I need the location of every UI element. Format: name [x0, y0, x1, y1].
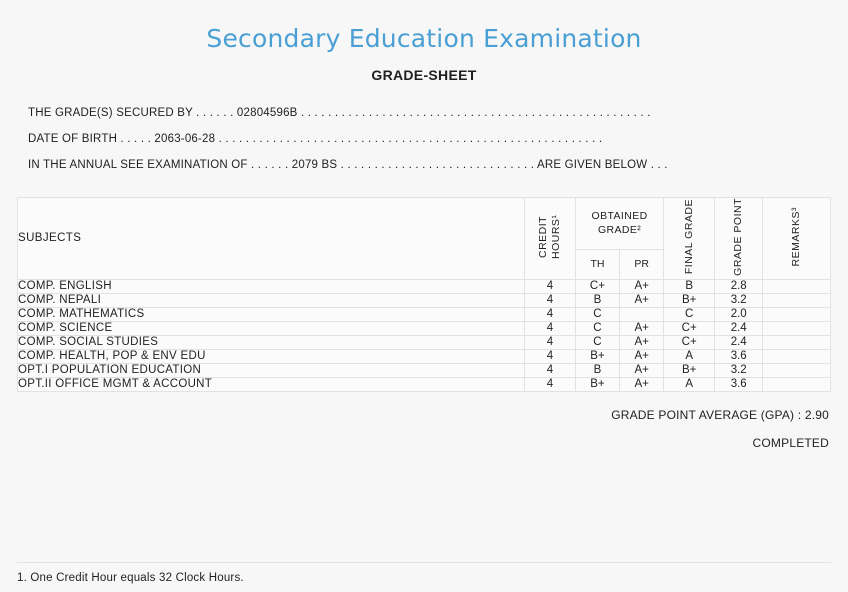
col-header-remarks: REMARKS³	[763, 197, 831, 279]
table-row	[18, 307, 831, 321]
cell-pr: A+	[620, 377, 664, 391]
cell-subject: COMP. HEALTH, POP & ENV EDU	[18, 349, 525, 363]
cell-credit: 4	[525, 377, 576, 391]
cell-grade-point: 3.6	[714, 349, 763, 363]
cell-pr: A+	[620, 321, 664, 335]
col-header-grade-point: GRADE POINT	[714, 197, 763, 279]
cell-final: A	[664, 377, 715, 391]
cell-credit: 4	[525, 321, 576, 335]
meta-line-exam-year: IN THE ANNUAL SEE EXAMINATION OF . . . . . . 2079 BS . . . . . . . . . . . . . . . . . . . . . . . . . . . . . ARE GIVEN BELOW . . .	[28, 158, 668, 171]
cell-th: C+	[575, 279, 619, 293]
cell-th: C	[575, 321, 619, 335]
cell-grade-point: 3.2	[714, 363, 763, 377]
status-badge: COMPLETED	[752, 435, 829, 450]
cell-grade-point: 3.6	[714, 377, 763, 391]
col-header-subjects: SUBJECTS	[18, 197, 525, 279]
cell-final: C+	[664, 321, 715, 335]
col-header-th: TH	[575, 249, 619, 279]
table-row	[18, 293, 831, 307]
cell-th: C	[575, 307, 619, 321]
cell-pr: A+	[620, 293, 664, 307]
cell-credit: 4	[525, 363, 576, 377]
table-row	[18, 349, 831, 363]
cell-final: B	[664, 279, 715, 293]
table-row	[18, 335, 831, 349]
page-subtitle: GRADE-SHEET	[371, 67, 477, 83]
cell-subject: COMP. ENGLISH	[18, 279, 525, 293]
cell-th: B+	[575, 349, 619, 363]
cell-subject: COMP. MATHEMATICS	[18, 307, 525, 321]
table-row	[18, 363, 831, 377]
cell-final: B+	[664, 293, 715, 307]
cell-grade-point: 3.2	[714, 293, 763, 307]
grades-table-head	[18, 197, 831, 279]
cell-subject: OPT.II OFFICE MGMT & ACCOUNT	[18, 377, 525, 391]
cell-subject: COMP. SOCIAL STUDIES	[18, 335, 525, 349]
gpa-value: GRADE POINT AVERAGE (GPA) : 2.90	[611, 407, 829, 422]
cell-credit: 4	[525, 279, 576, 293]
cell-grade-point: 2.0	[714, 307, 763, 321]
cell-pr: A+	[620, 349, 664, 363]
cell-pr: A+	[620, 363, 664, 377]
cell-final: B+	[664, 363, 715, 377]
summary-section	[17, 408, 831, 450]
footnote-section	[0, 562, 848, 592]
col-header-pr: PR	[620, 249, 664, 279]
cell-pr: A+	[620, 279, 664, 293]
cell-pr: A+	[620, 335, 664, 349]
table-row	[18, 279, 831, 293]
cell-th: B	[575, 363, 619, 377]
meta-line-grades-secured-by: THE GRADE(S) SECURED BY . . . . . . 02804596B . . . . . . . . . . . . . . . . . . . . . . . . . . . . . . . . . . . . . . . . . . . . . . . . . . . .	[28, 107, 651, 119]
col-header-final-grade: FINAL GRADE	[664, 197, 715, 279]
cell-th: B+	[575, 377, 619, 391]
cell-credit: 4	[525, 307, 576, 321]
col-header-credit-hours: CREDIT HOURS¹	[525, 197, 576, 279]
meta-line-date-of-birth: DATE OF BIRTH . . . . . 2063-06-28 . . . . . . . . . . . . . . . . . . . . . . . . . . . . . . . . . . . . . . . . . . . . . . . . . . . . . . . . .	[28, 132, 603, 145]
cell-remarks	[763, 279, 831, 293]
grades-table	[17, 197, 831, 392]
cell-credit: 4	[525, 349, 576, 363]
cell-credit: 4	[525, 335, 576, 349]
cell-subject: COMP. SCIENCE	[18, 321, 525, 335]
cell-credit: 4	[525, 293, 576, 307]
cell-final: A	[664, 349, 715, 363]
cell-remarks	[763, 293, 831, 307]
cell-remarks	[763, 321, 831, 335]
cell-grade-point: 2.8	[714, 279, 763, 293]
cell-subject: COMP. NEPALI	[18, 293, 525, 307]
cell-th: C	[575, 335, 619, 349]
student-meta	[0, 101, 848, 179]
cell-remarks	[763, 349, 831, 363]
cell-grade-point: 2.4	[714, 335, 763, 349]
footnote-credit-hour: 1. One Credit Hour equals 32 Clock Hours.	[17, 572, 244, 584]
cell-subject: OPT.I POPULATION EDUCATION	[18, 363, 525, 377]
cell-grade-point: 2.4	[714, 321, 763, 335]
table-row	[18, 321, 831, 335]
grades-table-body	[18, 279, 831, 391]
cell-remarks	[763, 307, 831, 321]
cell-remarks	[763, 377, 831, 391]
page-title: Secondary Education Examination	[206, 24, 642, 53]
table-row	[18, 377, 831, 391]
col-header-obtained-grade: OBTAINED GRADE²	[575, 197, 664, 249]
cell-pr	[620, 307, 664, 321]
cell-remarks	[763, 335, 831, 349]
cell-final: C+	[664, 335, 715, 349]
cell-th: B	[575, 293, 619, 307]
cell-final: C	[664, 307, 715, 321]
cell-remarks	[763, 363, 831, 377]
table-header-row-1	[18, 197, 831, 249]
